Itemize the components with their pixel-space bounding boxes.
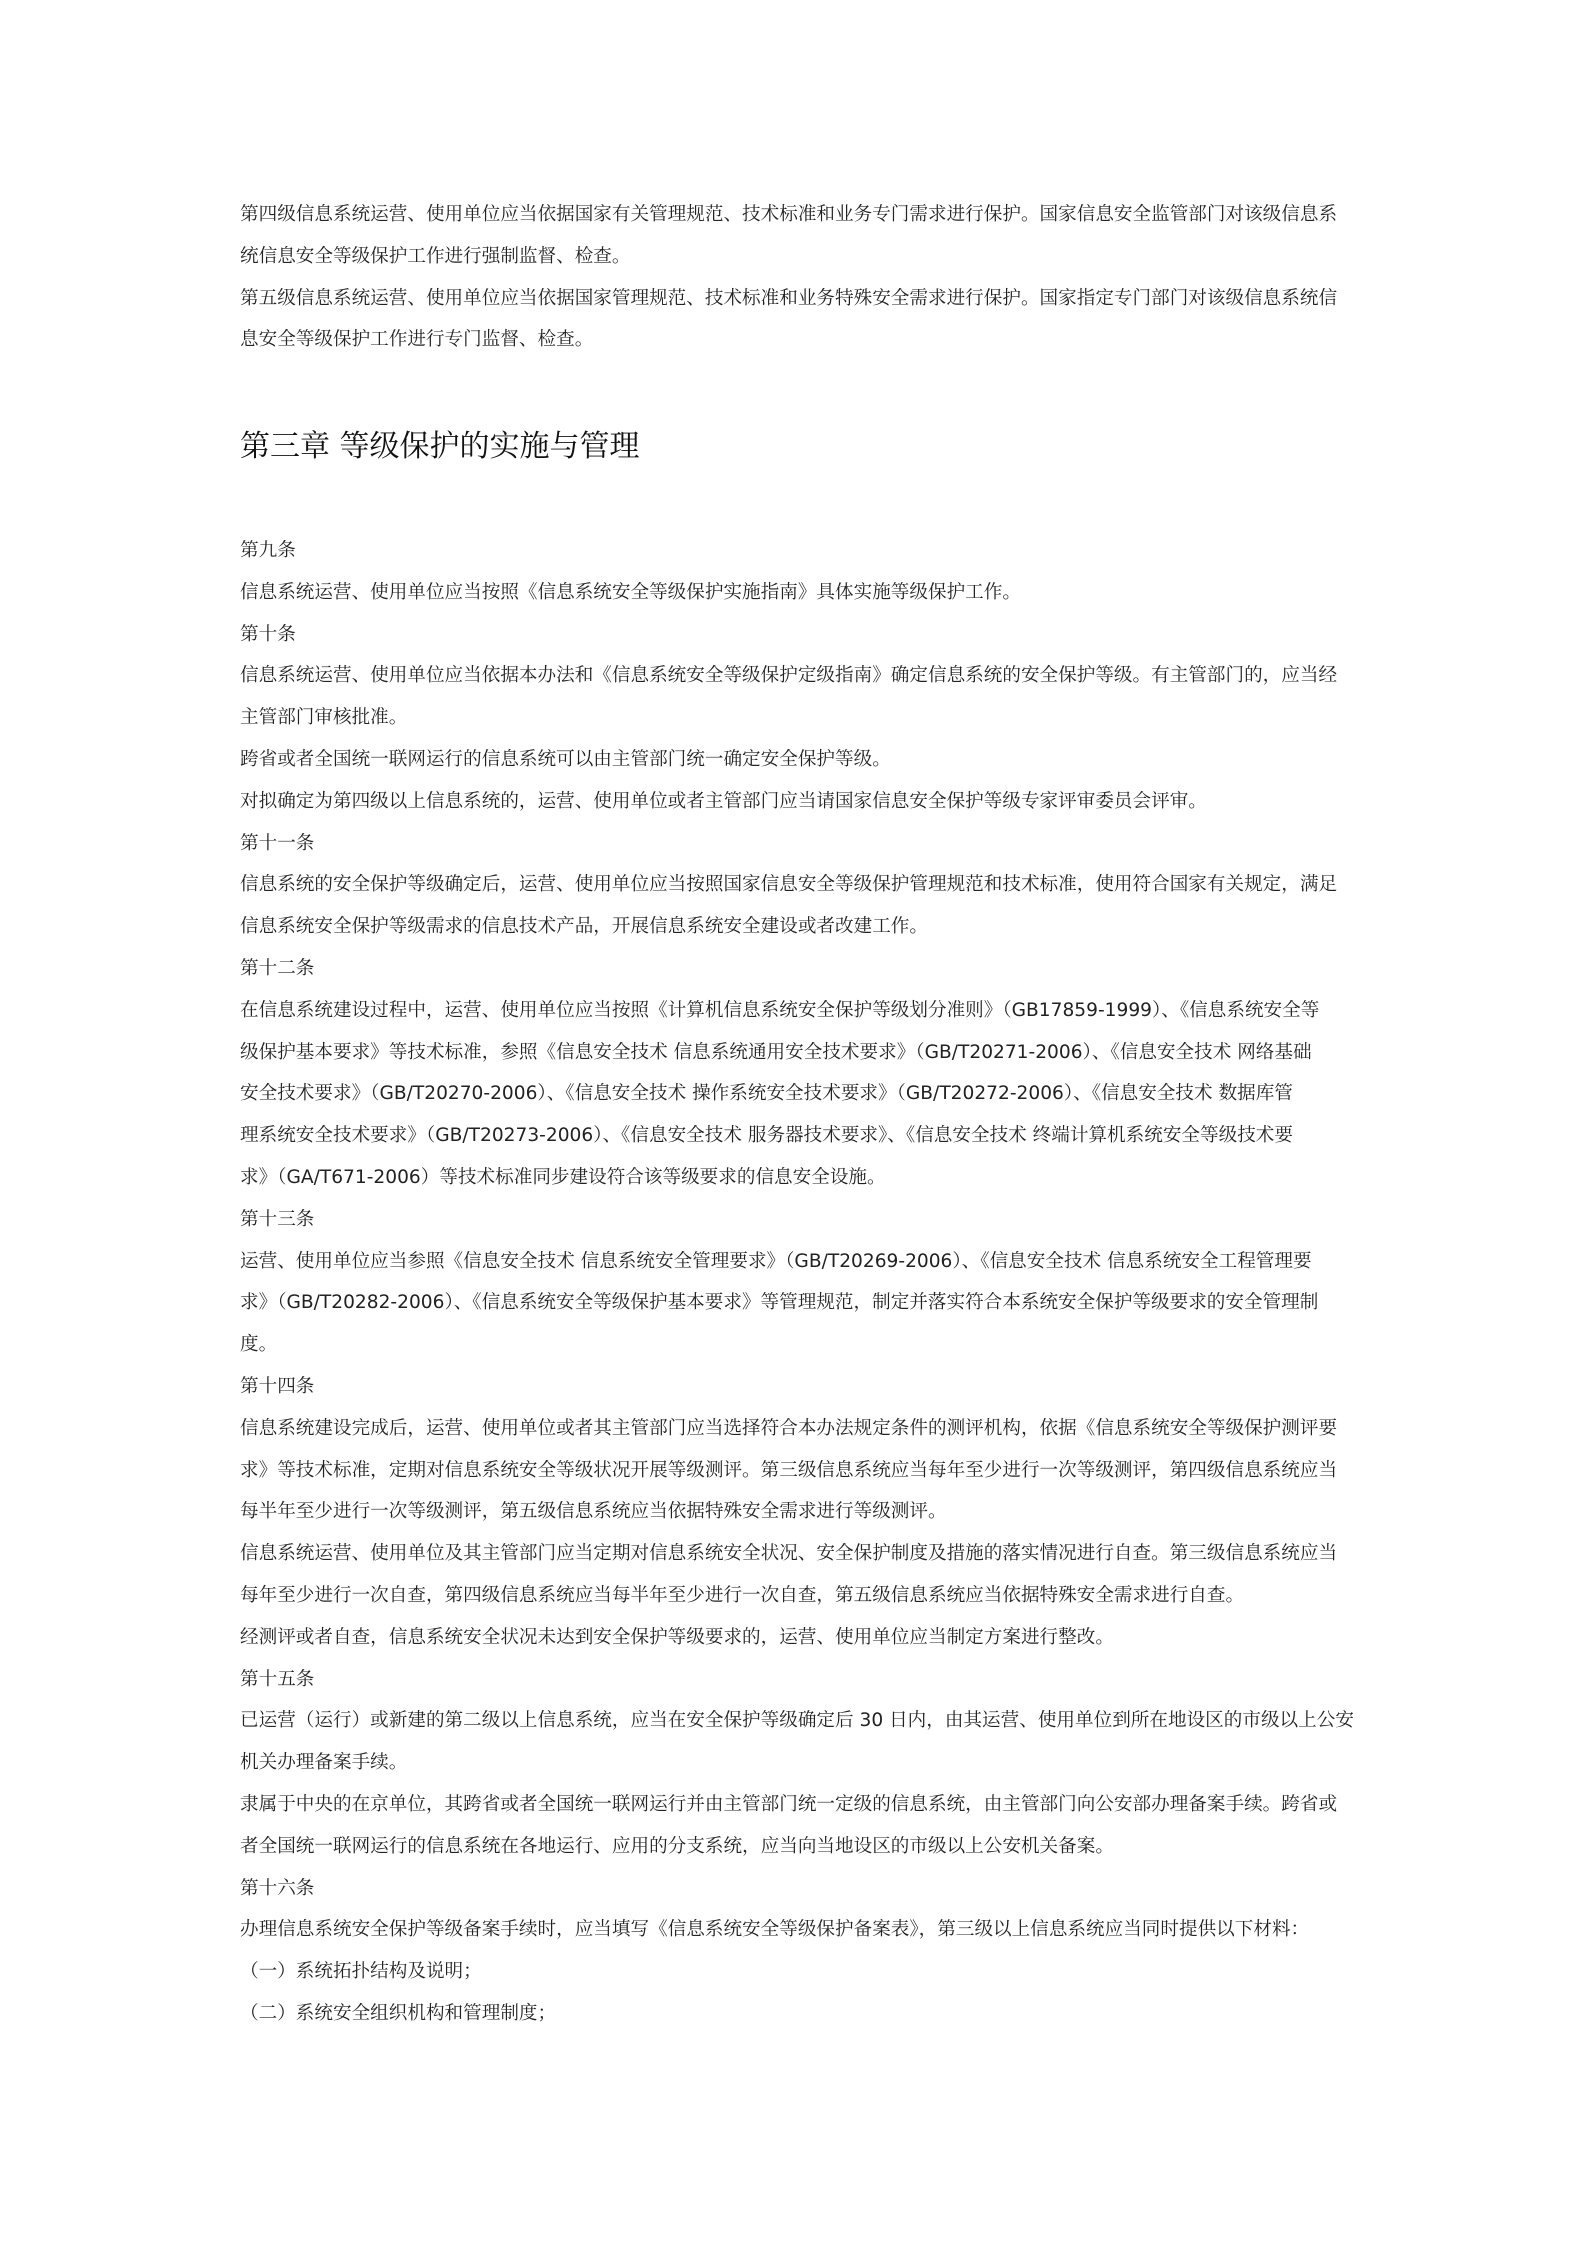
text-line: 信息系统运营、使用单位应当依据本办法和《信息系统安全等级保护定级指南》确定信息系统的安全保护等级。有主管部门的，应当经	[240, 665, 1338, 687]
article-heading: 第十条	[240, 623, 296, 645]
article-heading: 第十六条	[240, 1877, 315, 1899]
text-line: 跨省或者全国统一联网运行的信息系统可以由主管部门统一确定安全保护等级。	[240, 748, 891, 770]
text-line: 办理信息系统安全保护等级备案手续时，应当填写《信息系统安全等级保护备案表》，第三级以上信息系统应当同时提供以下材料：	[240, 1919, 1310, 1941]
article-heading: 第九条	[240, 540, 296, 561]
text-line: 信息系统运营、使用单位应当按照《信息系统安全等级保护实施指南》具体实施等级保护工作。	[240, 581, 1021, 603]
text-line: （一）系统拓扑结构及说明；	[240, 1961, 482, 1983]
text-line: 第四级信息系统运营、使用单位应当依据国家有关管理规范、技术标准和业务专门需求进行保护。国家信息安全监管部门对该级信息系	[240, 204, 1338, 225]
text-line: 第五级信息系统运营、使用单位应当依据国家管理规范、技术标准和业务特殊安全需求进行保护。国家指定专门部门对该级信息系统信	[240, 287, 1338, 309]
text-line: 信息系统安全保护等级需求的信息技术产品，开展信息系统安全建设或者改建工作。	[240, 916, 928, 938]
text-line: 理系统安全技术要求》（GB/T20273-2006）、《信息安全技术 服务器技术要求》、《信息安全技术 终端计算机系统安全等级技术要	[240, 1125, 1293, 1147]
text-line: 级保护基本要求》等技术标准，参照《信息安全技术 信息系统通用安全技术要求》（GB/T20271-2006）、《信息安全技术 网络基础	[240, 1041, 1312, 1063]
text-line: 在信息系统建设过程中，运营、使用单位应当按照《计算机信息系统安全保护等级划分准则》（GB17859-1999）、《信息系统安全等	[240, 999, 1320, 1021]
text-line: 每年至少进行一次自查，第四级信息系统应当每半年至少进行一次自查，第五级信息系统应当依据特殊安全需求进行自查。	[240, 1584, 1245, 1606]
text-line: 息安全等级保护工作进行专门监督、检查。	[240, 329, 594, 351]
intro-paragraphs	[240, 194, 1360, 361]
text-line: 求》等技术标准，定期对信息系统安全等级状况开展等级测评。第三级信息系统应当每年至少进行一次等级测评，第四级信息系统应当	[240, 1459, 1338, 1481]
article-heading: 第十一条	[240, 832, 315, 854]
article-heading: 第十二条	[240, 957, 315, 979]
text-line: 安全技术要求》（GB/T20270-2006）、《信息安全技术 操作系统安全技术要求》（GB/T20272-2006）、《信息安全技术 数据库管	[240, 1083, 1293, 1105]
text-line: 信息系统的安全保护等级确定后，运营、使用单位应当按照国家信息安全等级保护管理规范和技术标准，使用符合国家有关规定，满足	[240, 874, 1338, 896]
article-heading: 第十四条	[240, 1375, 315, 1397]
chapter-body	[240, 530, 1360, 2035]
text-line: 求》（GA/T671-2006）等技术标准同步建设符合该等级要求的信息安全设施。	[240, 1166, 886, 1188]
text-line: 已运营（运行）或新建的第二级以上信息系统，应当在安全保护等级确定后 30 日内，由其运营、使用单位到所在地设区的市级以上公安	[240, 1710, 1354, 1732]
article-heading: 第十三条	[240, 1208, 315, 1230]
text-line: 每半年至少进行一次等级测评，第五级信息系统应当依据特殊安全需求进行等级测评。	[240, 1501, 947, 1523]
text-line: 求》（GB/T20282-2006）、《信息系统安全等级保护基本要求》等管理规范，制定并落实符合本系统安全保护等级要求的安全管理制	[240, 1292, 1319, 1314]
text-line: 统信息安全等级保护工作进行强制监督、检查。	[240, 245, 631, 267]
article-heading: 第十五条	[240, 1668, 315, 1690]
text-line: 运营、使用单位应当参照《信息安全技术 信息系统安全管理要求》（GB/T20269-2006）、《信息安全技术 信息系统安全工程管理要	[240, 1250, 1312, 1272]
text-line: 信息系统建设完成后，运营、使用单位或者其主管部门应当选择符合本办法规定条件的测评机构，依据《信息系统安全等级保护测评要	[240, 1417, 1338, 1439]
text-line: 对拟确定为第四级以上信息系统的，运营、使用单位或者主管部门应当请国家信息安全保护等级专家评审委员会评审。	[240, 790, 1207, 812]
text-line: 信息系统运营、使用单位及其主管部门应当定期对信息系统安全状况、安全保护制度及措施的落实情况进行自查。第三级信息系统应当	[240, 1543, 1338, 1565]
text-line: 经测评或者自查，信息系统安全状况未达到安全保护等级要求的，运营、使用单位应当制定方案进行整改。	[240, 1626, 1114, 1648]
chapter-title: 第三章 等级保护的实施与管理	[240, 429, 640, 464]
text-line: 度。	[240, 1334, 278, 1356]
text-line: 者全国统一联网运行的信息系统在各地运行、应用的分支系统，应当向当地设区的市级以上公安机关备案。	[240, 1835, 1114, 1857]
text-line: 机关办理备案手续。	[240, 1752, 408, 1774]
text-line: （二）系统安全组织机构和管理制度；	[240, 2002, 557, 2024]
text-line: 隶属于中央的在京单位，其跨省或者全国统一联网运行并由主管部门统一定级的信息系统，由主管部门向公安部办理备案手续。跨省或	[240, 1793, 1338, 1815]
text-line: 主管部门审核批准。	[240, 707, 408, 729]
